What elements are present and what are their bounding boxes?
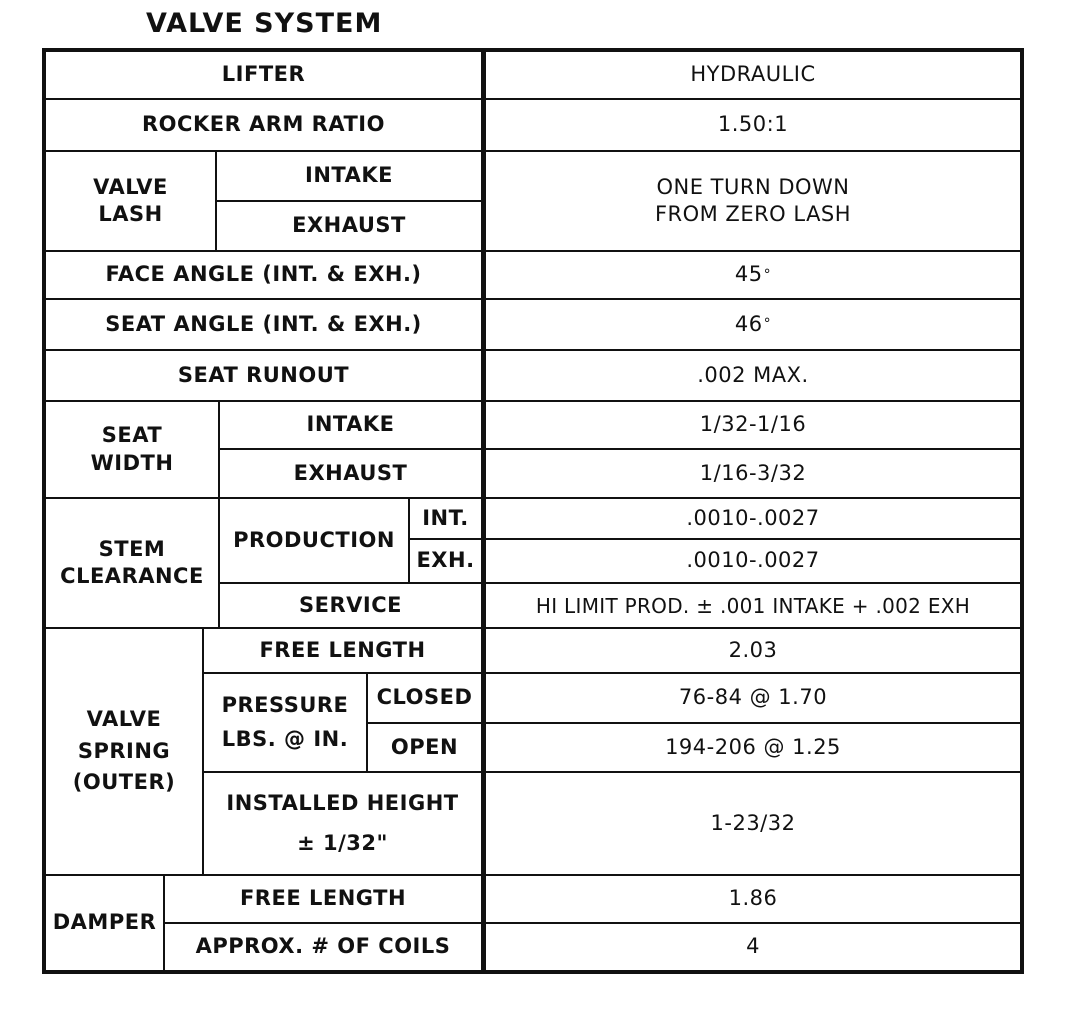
valve-spring-group-line: SPRING xyxy=(77,738,171,763)
valve-lash-group-line: LASH xyxy=(98,202,163,226)
degree-symbol: ° xyxy=(763,316,772,333)
stem-clearance-group xyxy=(46,499,218,627)
production-label: PRODUCTION xyxy=(233,527,395,552)
stem-exh-label: EXH. xyxy=(416,548,475,573)
rocker-value: 1.50:1 xyxy=(717,112,789,137)
valve-spring-group xyxy=(46,629,202,874)
service-label: SERVICE xyxy=(299,592,402,617)
pressure-label-line: LBS. @ IN. xyxy=(221,726,349,751)
page-title: VALVE SYSTEM xyxy=(146,8,383,39)
valve-lash-value-line: FROM ZERO LASH xyxy=(654,202,852,226)
face-angle-number: 45 xyxy=(734,262,763,287)
coils-value: 4 xyxy=(746,934,760,959)
pressure-label xyxy=(204,674,366,771)
closed-label: CLOSED xyxy=(376,685,473,710)
valve-lash-intake-label: INTAKE xyxy=(305,163,393,188)
lifter-value: HYDRAULIC xyxy=(690,62,816,87)
seat-angle-value xyxy=(486,300,1020,349)
open-value: 194-206 @ 1.25 xyxy=(665,734,841,759)
stem-exh-value: .0010-.0027 xyxy=(686,548,820,573)
pressure-label-line: PRESSURE xyxy=(221,692,349,717)
valve-lash-group-line: VALVE xyxy=(93,174,168,199)
valve-lash-group xyxy=(46,152,215,250)
closed-value: 76-84 @ 1.70 xyxy=(678,685,828,710)
seat-angle-label: SEAT ANGLE (INT. & EXH.) xyxy=(105,311,422,336)
installed-height-label-line: ± 1/32" xyxy=(297,830,388,855)
seat-width-exhaust-label: EXHAUST xyxy=(293,460,408,485)
installed-height-value: 1-23/32 xyxy=(710,810,796,835)
spring-free-length-label: FREE LENGTH xyxy=(259,637,426,662)
coils-label: APPROX. # OF COILS xyxy=(195,934,451,959)
service-value: HI LIMIT PROD. ± .001 INTAKE + .002 EXH xyxy=(535,593,971,618)
valve-lash-value xyxy=(486,152,1020,250)
installed-height-label-line: INSTALLED HEIGHT xyxy=(226,790,459,815)
rocker-label: ROCKER ARM RATIO xyxy=(142,112,385,137)
seat-runout-value: .002 MAX. xyxy=(697,362,809,387)
damper-free-length-label: FREE LENGTH xyxy=(239,886,407,911)
stem-int-value: .0010-.0027 xyxy=(686,505,820,530)
valve-spring-group-line: VALVE xyxy=(86,707,162,732)
installed-height-label xyxy=(204,773,481,874)
degree-symbol: ° xyxy=(763,266,772,283)
stem-clearance-group-line: STEM xyxy=(98,536,166,561)
seat-width-intake-value: 1/32-1/16 xyxy=(699,412,807,437)
seat-width-group xyxy=(46,402,218,497)
open-label: OPEN xyxy=(390,734,459,759)
seat-angle-number: 46 xyxy=(734,311,763,336)
seat-width-group-line: WIDTH xyxy=(90,450,174,475)
stem-int-label: INT. xyxy=(422,505,469,530)
spring-free-length-value: 2.03 xyxy=(728,637,778,662)
valve-spring-group-line: (OUTER) xyxy=(72,770,176,795)
damper-group: DAMPER xyxy=(52,910,157,935)
seat-runout-label: SEAT RUNOUT xyxy=(177,362,350,387)
damper-free-length-value: 1.86 xyxy=(728,886,778,911)
face-angle-label: FACE ANGLE (INT. & EXH.) xyxy=(105,262,422,287)
seat-width-exhaust-value: 1/16-3/32 xyxy=(699,460,807,485)
lifter-label: LIFTER xyxy=(221,62,306,87)
seat-width-group-line: SEAT xyxy=(101,423,163,448)
valve-lash-exhaust-label: EXHAUST xyxy=(292,213,406,238)
stem-clearance-group-line: CLEARANCE xyxy=(60,564,204,588)
seat-width-intake-label: INTAKE xyxy=(306,412,395,437)
valve-lash-value-line: ONE TURN DOWN xyxy=(656,174,850,199)
face-angle-value xyxy=(486,252,1020,298)
